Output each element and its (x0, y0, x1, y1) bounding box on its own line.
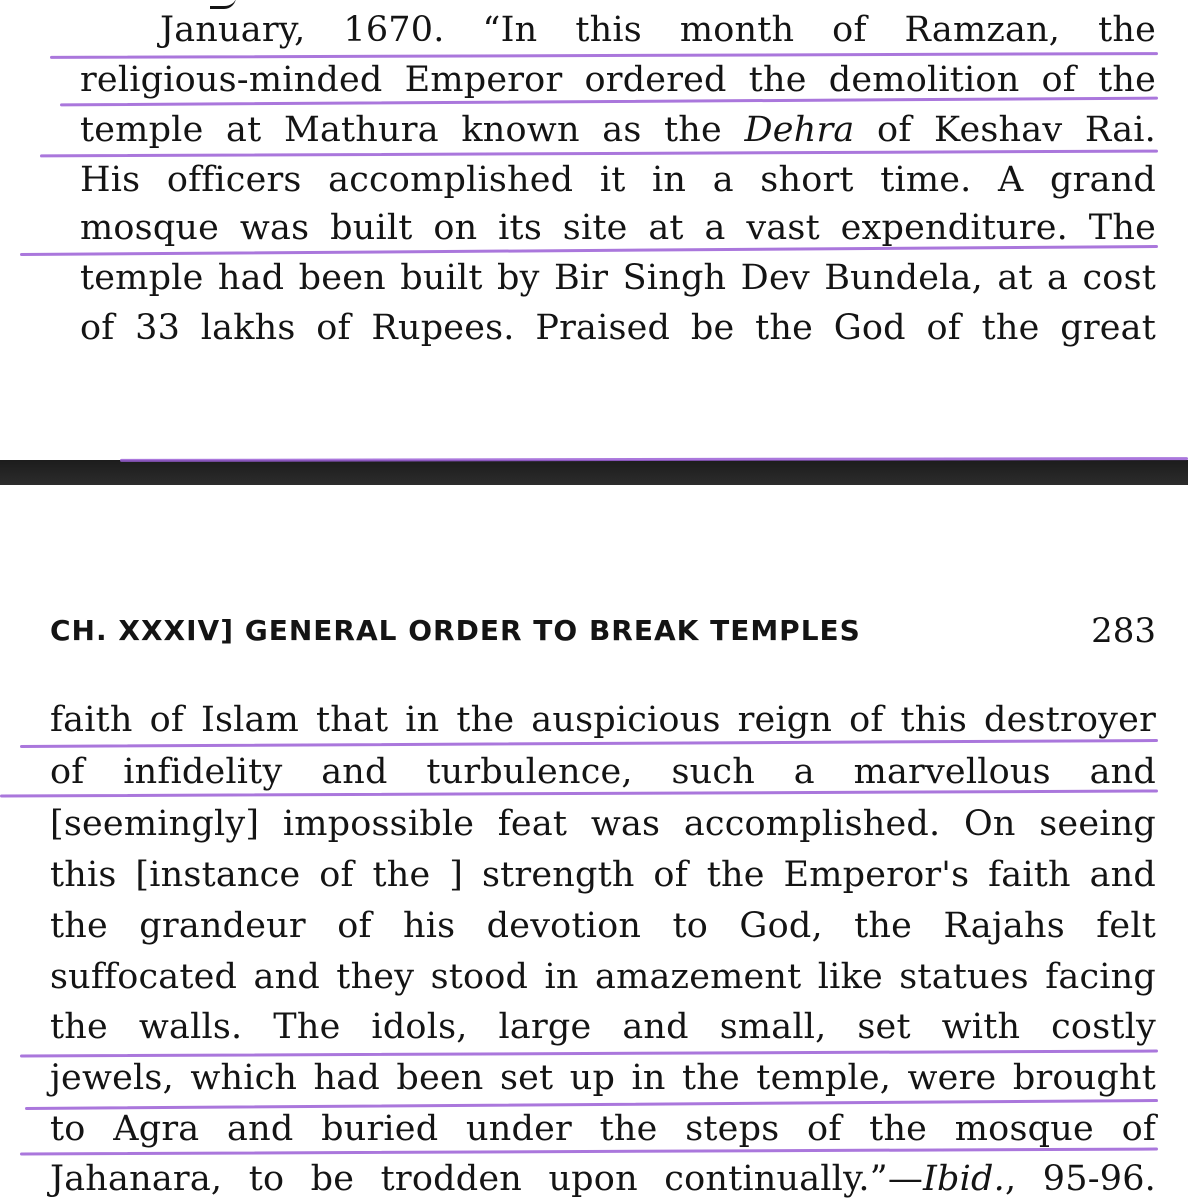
text-line: jewels, which had been set up in the temple, were brought (50, 1058, 1156, 1098)
text-segment: of Keshav Rai. (877, 110, 1157, 150)
text-line: His officers accomplished it in a short time. A grand (80, 160, 1156, 200)
chapter-title: CH. XXXIV] GENERAL ORDER TO BREAK TEMPLES (50, 614, 861, 647)
citation-ibid: Ibid. (923, 1159, 1005, 1199)
text-segment: temple at Mathura known as the (80, 110, 722, 150)
running-head (50, 606, 1156, 656)
text-line (80, 106, 1156, 154)
text-line: [seemingly] impossible feat was accomplished. On seeing (50, 804, 1156, 844)
scan-divider (0, 460, 1188, 485)
text-line: January, 1670. “In this month of Ramzan, the (160, 10, 1156, 50)
text-line: this [instance of the ] strength of the Emperor's faith and (50, 855, 1156, 895)
upper-page-fragment (0, 0, 1188, 460)
text-line: faith of Islam that in the auspicious reign of this destroyer (50, 700, 1156, 740)
text-line: mosque was built on its site at a vast expenditure. The (80, 208, 1156, 248)
italic-term-dehra: Dehra (744, 110, 855, 150)
page-number: 283 (1091, 611, 1156, 651)
text-line: the walls. The idols, large and small, set with costly (50, 1007, 1156, 1047)
citation-pages: , 95-96. (1004, 1159, 1156, 1199)
text-segment: Jahanara, to be trodden upon continually.”— (50, 1159, 924, 1199)
text-line: suffocated and they stood in amazement like statues facing (50, 957, 1156, 997)
text-line (50, 1155, 1156, 1203)
text-line: the grandeur of his devotion to God, the Rajahs felt (50, 906, 1156, 946)
text-line: religious-minded Emperor ordered the demolition of the (80, 60, 1156, 100)
text-line: of infidelity and turbulence, such a marvellous and (50, 752, 1156, 792)
text-line: of 33 lakhs of Rupees. Praised be the God of the great (80, 308, 1156, 348)
text-line: to Agra and buried under the steps of the mosque of (50, 1109, 1156, 1149)
text-line: temple had been built by Bir Singh Dev Bundela, at a cost (80, 258, 1156, 298)
